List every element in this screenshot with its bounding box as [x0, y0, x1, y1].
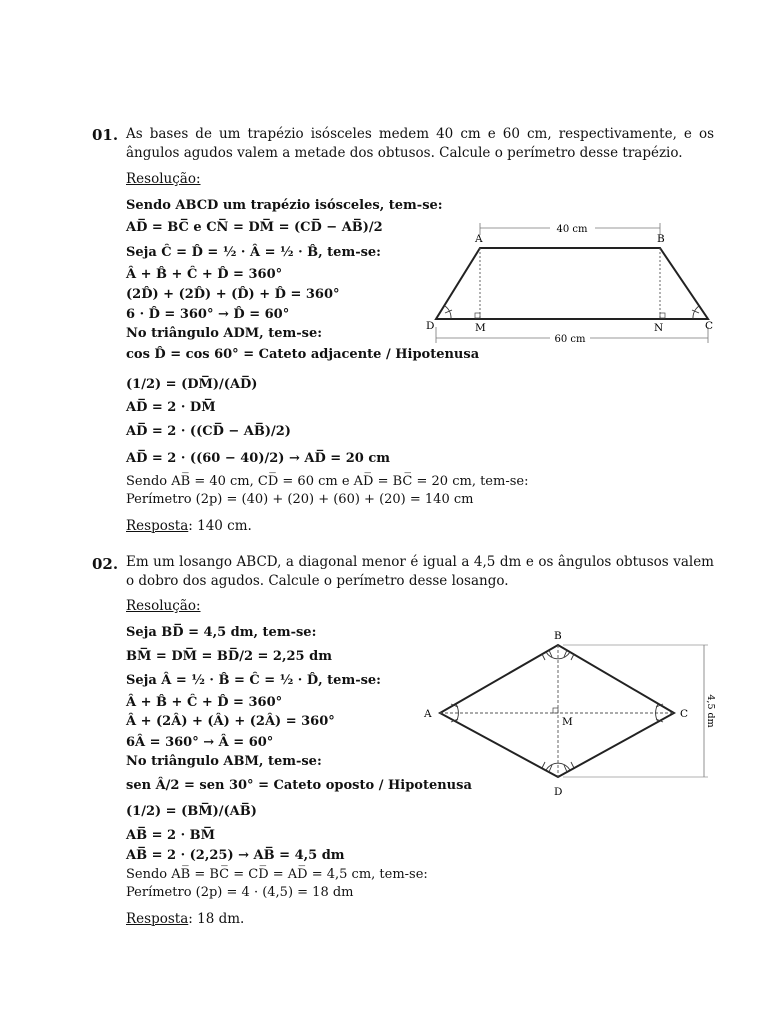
- rhombus-figure: [418, 625, 718, 800]
- question-2-resolution-label: Resolução:: [126, 598, 201, 614]
- q1-line-11: AD̅ = 2 · ((60 − 40)/2) → AD̅ = 20 cm: [126, 451, 390, 466]
- vertex-b-label: B: [657, 233, 665, 245]
- vertex-a-label: A: [424, 708, 432, 720]
- q1-line-12: Sendo AB̅ = 40 cm, CD̅ = 60 cm e AD̅ = BC̅ = 20 cm, tem-se:: [126, 474, 529, 489]
- vertex-m-label: M: [475, 322, 486, 334]
- label-diagonal: 4,5 dm: [705, 694, 716, 728]
- q2-line-4: Â + (2Â) + (Â) + (2Â) = 360°: [126, 714, 335, 729]
- q1-line-5: 6 · D̂ = 360° → D̂ = 60°: [126, 307, 290, 322]
- q1-line-13: Perímetro (2p) = (40) + (20) + (60) + (20) = 140 cm: [126, 492, 474, 507]
- q2-line-1: BM̅ = DM̅ = BD̅/2 = 2,25 dm: [126, 649, 332, 664]
- answer-value: : 140 cm.: [188, 518, 252, 534]
- answer-label: Resposta: [126, 911, 189, 927]
- q2-line-5: 6Â = 360° → Â = 60°: [126, 735, 274, 750]
- q2-line-0: Seja BD̅ = 4,5 dm, tem-se:: [126, 625, 317, 640]
- question-1-number: 01.: [92, 126, 119, 144]
- answer-value: : 18 dm.: [188, 911, 245, 927]
- vertex-a-label: A: [475, 233, 483, 245]
- question-1-resolution-label: Resolução:: [126, 171, 201, 187]
- q2-line-9: AB̅ = 2 · BM̅: [126, 828, 216, 843]
- question-2-number: 02.: [92, 555, 119, 573]
- vertex-n-label: N: [654, 322, 664, 334]
- q1-line-8: (1/2) = (DM̅)/(AD̅): [126, 377, 258, 392]
- vertex-b-label: B: [554, 630, 562, 642]
- question-2-statement: Em um losango ABCD, a diagonal menor é igual a 4,5 dm e os ângulos obtusos valem o dobro dos agudos. Calcule o perímetro desse losango.: [126, 554, 714, 589]
- trapezoid-figure: [425, 215, 720, 350]
- q1-line-6: No triângulo ADM, tem-se:: [126, 326, 323, 341]
- vertex-m-label: M: [562, 716, 573, 728]
- label-bottom-base: 60 cm: [554, 334, 586, 345]
- q2-line-10: AB̅ = 2 · (2,25) → AB̅ = 4,5 dm: [126, 848, 345, 863]
- q1-line-9: AD̅ = 2 · DM̅: [126, 400, 216, 415]
- vertex-d-label: D: [554, 786, 563, 798]
- q1-line-7: cos D̂ = cos 60° = Cateto adjacente / Hipotenusa: [126, 347, 480, 362]
- q2-line-8: (1/2) = (BM̅)/(AB̅): [126, 804, 257, 819]
- q1-line-1: AD̅ = BC̅ e CN̅ = DM̅ = (CD̅ − AB̅)/2: [126, 220, 383, 235]
- answer-label: Resposta: [126, 518, 189, 534]
- q2-line-11: Sendo AB̅ = BC̅ = CD̅ = AD̅ = 4,5 cm, tem-se:: [126, 867, 428, 882]
- vertex-d-label: D: [426, 320, 435, 332]
- question-1-statement: As bases de um trapézio isósceles medem 40 cm e 60 cm, respectivamente, e os ângulos agudos valem a metade dos obtusos. Calcule o perímetro desse trapézio.: [126, 126, 714, 161]
- q2-line-7: sen Â/2 = sen 30° = Cateto oposto / Hipotenusa: [126, 778, 472, 793]
- q1-line-0: Sendo ABCD um trapézio isósceles, tem-se:: [126, 198, 443, 213]
- q2-line-6: No triângulo ABM, tem-se:: [126, 754, 322, 769]
- label-top-base: 40 cm: [556, 224, 588, 235]
- q1-line-4: (2D̂) + (2D̂) + (D̂) + D̂ = 360°: [126, 287, 340, 302]
- vertex-c-label: C: [680, 708, 689, 720]
- vertex-c-label: C: [705, 320, 714, 332]
- q1-line-10: AD̅ = 2 · ((CD̅ − AB̅)/2): [126, 424, 291, 439]
- q2-line-3: Â + B̂ + Ĉ + D̂ = 360°: [126, 695, 283, 710]
- q2-line-12: Perímetro (2p) = 4 · (4,5) = 18 dm: [126, 885, 354, 900]
- q2-line-2: Seja Â = ½ · B̂ = Ĉ = ½ · D̂, tem-se:: [126, 673, 381, 688]
- q1-line-2: Seja Ĉ = D̂ = ½ · Â = ½ · B̂, tem-se:: [126, 245, 381, 260]
- question-2-answer: [126, 911, 244, 927]
- question-1-answer: [126, 518, 252, 534]
- q1-line-3: Â + B̂ + Ĉ + D̂ = 360°: [126, 267, 283, 282]
